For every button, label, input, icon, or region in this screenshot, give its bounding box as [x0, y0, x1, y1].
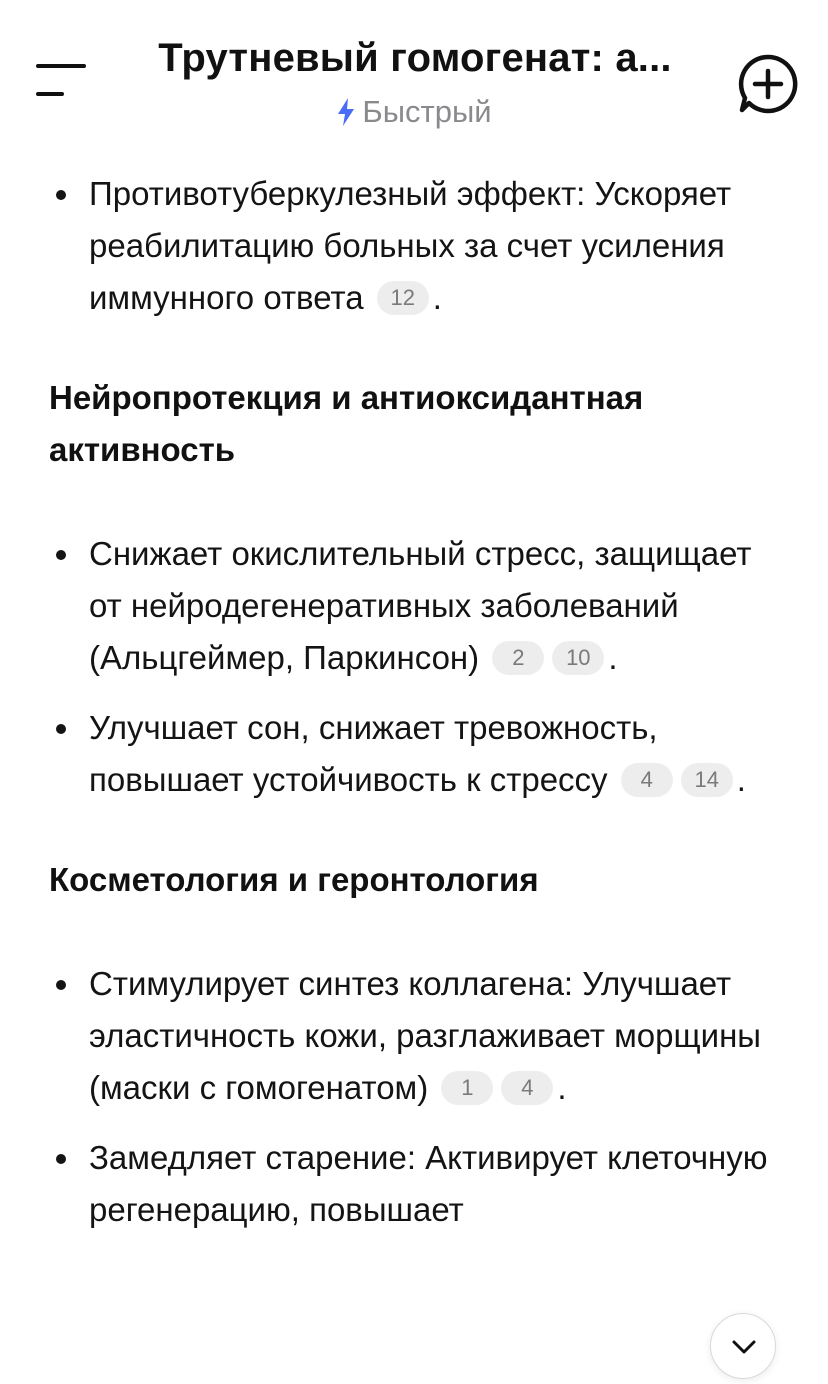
chat-title[interactable]: Трутневый гомогенат: а... — [158, 36, 672, 80]
citation-badge[interactable]: 10 — [552, 641, 604, 675]
message-content — [0, 168, 828, 1236]
list-item — [0, 168, 828, 324]
period: . — [736, 761, 746, 798]
citation-badge[interactable]: 4 — [501, 1071, 553, 1105]
citation-badge[interactable]: 2 — [492, 641, 544, 675]
menu-icon-line-top — [36, 64, 86, 68]
period: . — [432, 279, 442, 316]
list-item-text: Противотуберкулезный эффект: Ускоряет реабилитацию больных за счет усиления иммунного ответа — [89, 175, 732, 316]
citation-badge[interactable]: 4 — [621, 763, 673, 797]
lightning-bolt-icon — [336, 98, 356, 126]
section-heading: Нейропротекция и антиоксидантная активность — [49, 379, 644, 468]
citation-badge[interactable]: 12 — [377, 281, 429, 315]
list-item — [0, 1132, 828, 1236]
list-item-text: Улучшает сон, снижает тревожность, повышает устойчивость к стрессу — [89, 709, 658, 798]
citation-badge[interactable]: 1 — [441, 1071, 493, 1105]
bullet-list-section2 — [0, 958, 828, 1236]
mode-indicator[interactable] — [0, 94, 828, 130]
list-item-text: Замедляет старение: Активирует клеточную регенерацию, повышает — [89, 1139, 768, 1228]
list-item — [0, 958, 828, 1114]
list-item-text: Снижает окислительный стресс, защищает от нейродегенеративных заболеваний (Альцгеймер, Паркинсон) — [89, 535, 752, 676]
bullet-list-top — [0, 168, 828, 324]
top-bar — [0, 0, 828, 150]
scroll-down-button[interactable] — [710, 1313, 776, 1379]
chevron-down-icon — [731, 1338, 757, 1356]
citation-badge[interactable]: 14 — [681, 763, 733, 797]
list-item — [0, 702, 828, 806]
period: . — [557, 1069, 567, 1106]
mode-label: Быстрый — [362, 94, 492, 129]
bullet-list-section1 — [0, 528, 828, 806]
list-item — [0, 528, 828, 684]
new-chat-button[interactable] — [737, 53, 799, 115]
period: . — [608, 639, 618, 676]
section-heading: Косметология и геронтология — [49, 861, 539, 898]
new-chat-plus-icon — [737, 53, 799, 115]
list-item-text: Стимулирует синтез коллагена: Улучшает эластичность кожи, разглаживает морщины (маски с гомогенатом) — [89, 965, 762, 1106]
